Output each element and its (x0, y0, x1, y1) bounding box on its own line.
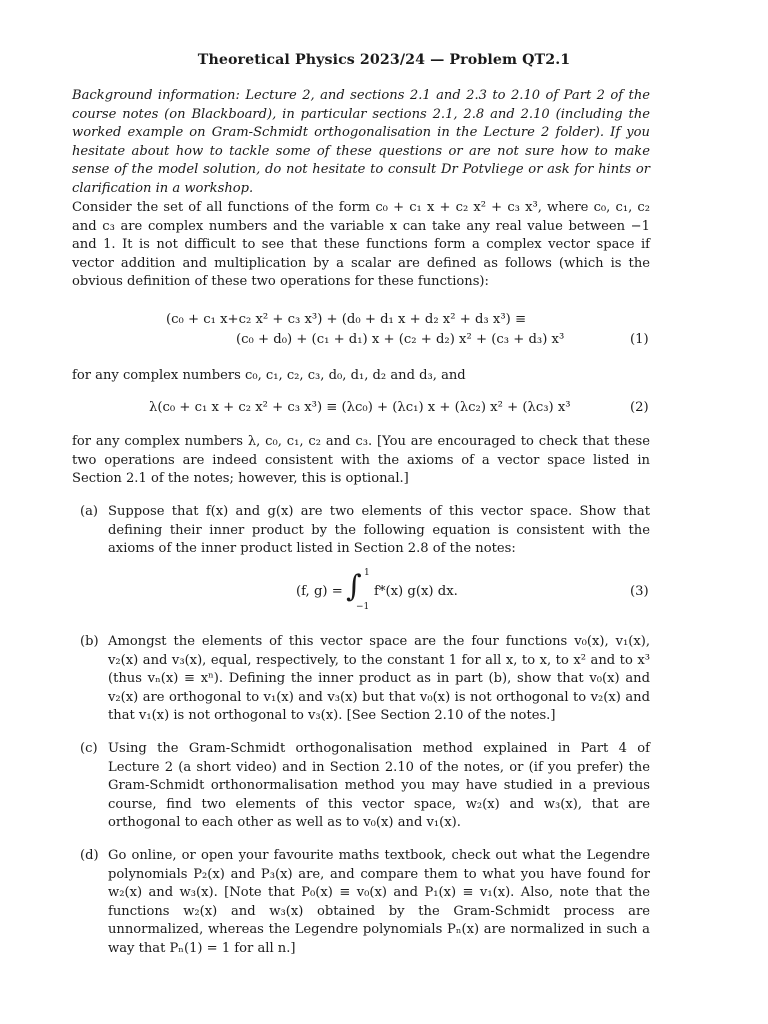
item-label: (a) (80, 504, 99, 519)
item-text: Amongst the elements of this vector space are the four functions v₀(x), v₁(x), v₂(x) and v₃(x), equal, respectively, to the constant 1 for all x, to x, to x² and to x³ (thus vₙ(x) ≡ xⁿ). Defining the inner product as in part (b), show that v₀(x) and v₂(x) are orthogonal to v₁(x) and v₃(x) but that v₀(x) is not orthogonal to v₂(x) and that v₁(x) is not orthogonal to v₃(x). [See Section 2.10 of the notes.] (108, 634, 650, 723)
equation-3-number: (3) (630, 584, 649, 599)
after-equation-2-text: for any complex numbers λ, c₀, c₁, c₂ and c₃. [You are encouraged to check that these two operations are indeed consistent with the axioms of a vector space listed in Section 2.1 of the notes; however, this is optional.] (72, 434, 650, 486)
integral-upper-limit: 1 (364, 568, 370, 578)
equation-2: λ(c₀ + c₁ x + c₂ x² + c₃ x³) ≡ (λc₀) + (λc₁) x + (λc₂) x² + (λc₃) x³ (149, 400, 571, 415)
item-label: (b) (80, 634, 99, 649)
item-label: (d) (80, 848, 99, 863)
item-text: Go online, or open your favourite maths textbook, check out what the Legendre polynomials P₂(x) and P₃(x) are, and compare them to what you have found for w₂(x) and w₃(x). [Note that P₀(x) ≡ v₀(x) and P₁(x) ≡ v₁(x). Also, note that the functions w₂(x) and w₃(x) obtained by the Gram-Schmidt process are unnormalized, whereas the Legendre polynomials Pₙ(x) are normalized in such a way that Pₙ(1) = 1 for all n.] (108, 848, 650, 956)
equation-3-rhs: f*(x) g(x) dx. (374, 584, 458, 599)
equation-2-number: (2) (630, 400, 649, 415)
equation-1-line-1: (c₀ + c₁ x+c₂ x² + c₃ x³) + (d₀ + d₁ x + d₂ x² + d₃ x³) ≡ (166, 312, 526, 327)
integral-sign: ∫ (346, 569, 362, 604)
item-label: (c) (80, 741, 98, 756)
intro-paragraph: Consider the set of all functions of the form c₀ + c₁ x + c₂ x² + c₃ x³, where c₀, c₁, c₂ and c₃ are complex numbers and the variable x can take any real value between −1 and 1. It is not difficult to see that these functions form a complex vector space if vector addition and multiplication by a scalar are defined as follows (which is the obvious definition of these two operations for these functions): (72, 200, 650, 289)
integral-lower-limit: −1 (356, 602, 370, 612)
background-paragraph: Background information: Lecture 2, and sections 2.1 and 2.3 to 2.10 of Part 2 of the course notes (on Blackboard), in particular sections 2.1, 2.8 and 2.10 (including the worked example on Gram-Schmidt orthogonalisation in the Lecture 2 folder). If you hesitate about how to tackle some of these questions or are not sure how to make sense of the model solution, do not hesitate to consult Dr Potvliege or ask for hints or clarification in a workshop. (72, 88, 650, 196)
equation-1-line-2: (c₀ + d₀) + (c₁ + d₁) x + (c₂ + d₂) x² + (c₃ + d₃) x³ (236, 332, 565, 347)
after-equation-1-text: for any complex numbers c₀, c₁, c₂, c₃, d₀, d₁, d₂ and d₃, and (72, 368, 466, 383)
page-title: Theoretical Physics 2023/24 — Problem QT2.1 (197, 52, 571, 68)
equation-3-lhs: (f, g) = (296, 584, 343, 599)
item-text: Suppose that f(x) and g(x) are two elements of this vector space. Show that defining their inner product by the following equation is consistent with the axioms of the inner product listed in Section 2.8 of the notes: (108, 504, 650, 556)
equation-1-number: (1) (630, 332, 649, 347)
item-text: Using the Gram-Schmidt orthogonalisation method explained in Part 4 of Lecture 2 (a short video) and in Section 2.10 of the notes, or (if you prefer) the Gram-Schmidt orthonormalisation method you may have studied in a previous course, find two elements of this vector space, w₂(x) and w₃(x), that are orthogonal to each other as well as to v₀(x) and v₁(x). (108, 741, 650, 830)
